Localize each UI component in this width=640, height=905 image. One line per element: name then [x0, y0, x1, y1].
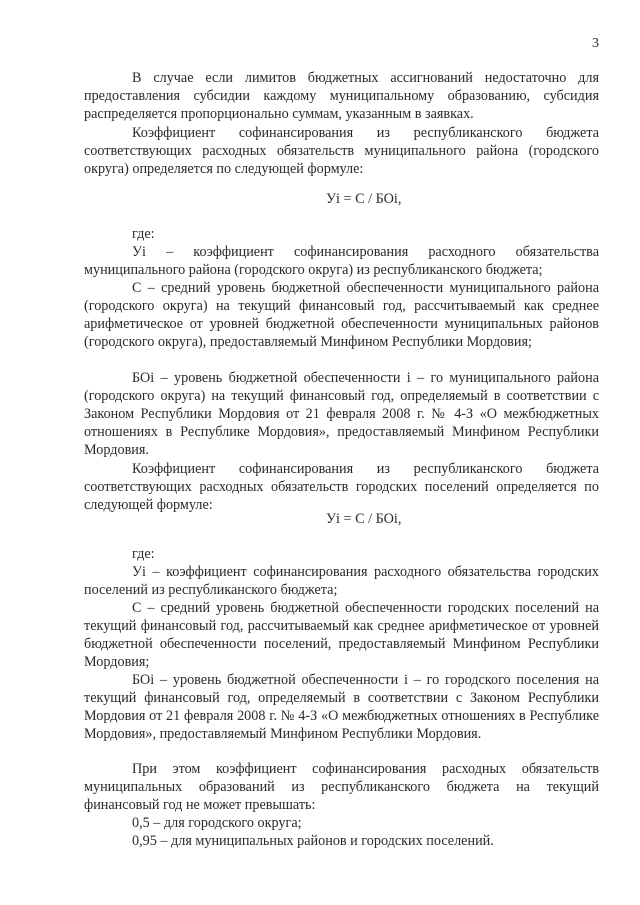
limit-city-district: 0,5 – для городского округа; [132, 815, 302, 831]
paragraph-settlement-coefficient-intro: Коэффициент софинансирования из республиканского бюджета соответствующих расходных обязательств городских поселений определяется по следующей формуле: [84, 461, 599, 513]
definition-average-level-district: С – средний уровень бюджетной обеспеченности муниципального района (городского округа) на текущий финансовый год, рассчитываемый как среднее арифметическое от уровней бюджетной обеспеченности муниципальных районов (городского округа), предоставляемый Минфином Республики Мордовия; [84, 280, 599, 350]
where-label: где: [132, 546, 155, 562]
paragraph-district-coefficient-intro: Коэффициент софинансирования из республиканского бюджета соответствующих расходных обязательств муниципального района (городского округа) определяется по следующей формуле: [84, 125, 599, 177]
definition-budget-provision-district: БОi – уровень бюджетной обеспеченности i – го муниципального района (городского округа) на текущий финансовый год, определяемый в соответствии с Законом Республики Мордовия от 21 февраля 2008 г. № 4-З «О межбюджетных отношениях в Республике Мордовия», предоставляемый Минфином Республики Мордовия. [84, 370, 599, 458]
formula-district: Уi = С / БОi, [326, 191, 402, 207]
where-label: где: [132, 226, 155, 242]
definition-average-level-settlement: С – средний уровень бюджетной обеспеченности городских поселений на текущий финансовый год, рассчитываемый как среднее арифметическое от уровней бюджетной обеспеченности поселений, предоставляемый Минфином Республики Мордовия; [84, 600, 599, 670]
paragraph-coefficient-limit: При этом коэффициент софинансирования расходных обязательств муниципальных образований из республиканского бюджета на текущий финансовый год не может превышать: [84, 761, 599, 813]
paragraph-subsidy-distribution: В случае если лимитов бюджетных ассигнований недостаточно для предоставления субсидии каждому муниципальному образованию, субсидия распределяется пропорционально суммам, указанным в заявках. [84, 70, 599, 122]
definition-budget-provision-settlement: БОi – уровень бюджетной обеспеченности i – го городского поселения на текущий финансовый год, определяемый в соответствии с Законом Республики Мордовия от 21 февраля 2008 г. № 4-З «О межбюджетных отношениях в Республике Мордовия», предоставляемый Минфином Республики Мордовия. [84, 672, 599, 742]
definition-coefficient-district: Уi – коэффициент софинансирования расходного обязательства муниципального района (городского округа) из республиканского бюджета; [84, 244, 599, 278]
limit-districts-settlements: 0,95 – для муниципальных районов и городских поселений. [132, 833, 494, 849]
definition-coefficient-settlement: Уi – коэффициент софинансирования расходного обязательства городских поселений из республиканского бюджета; [84, 564, 599, 598]
page-number: 3 [592, 36, 599, 51]
formula-settlement: Уi = С / БОi, [326, 511, 402, 527]
